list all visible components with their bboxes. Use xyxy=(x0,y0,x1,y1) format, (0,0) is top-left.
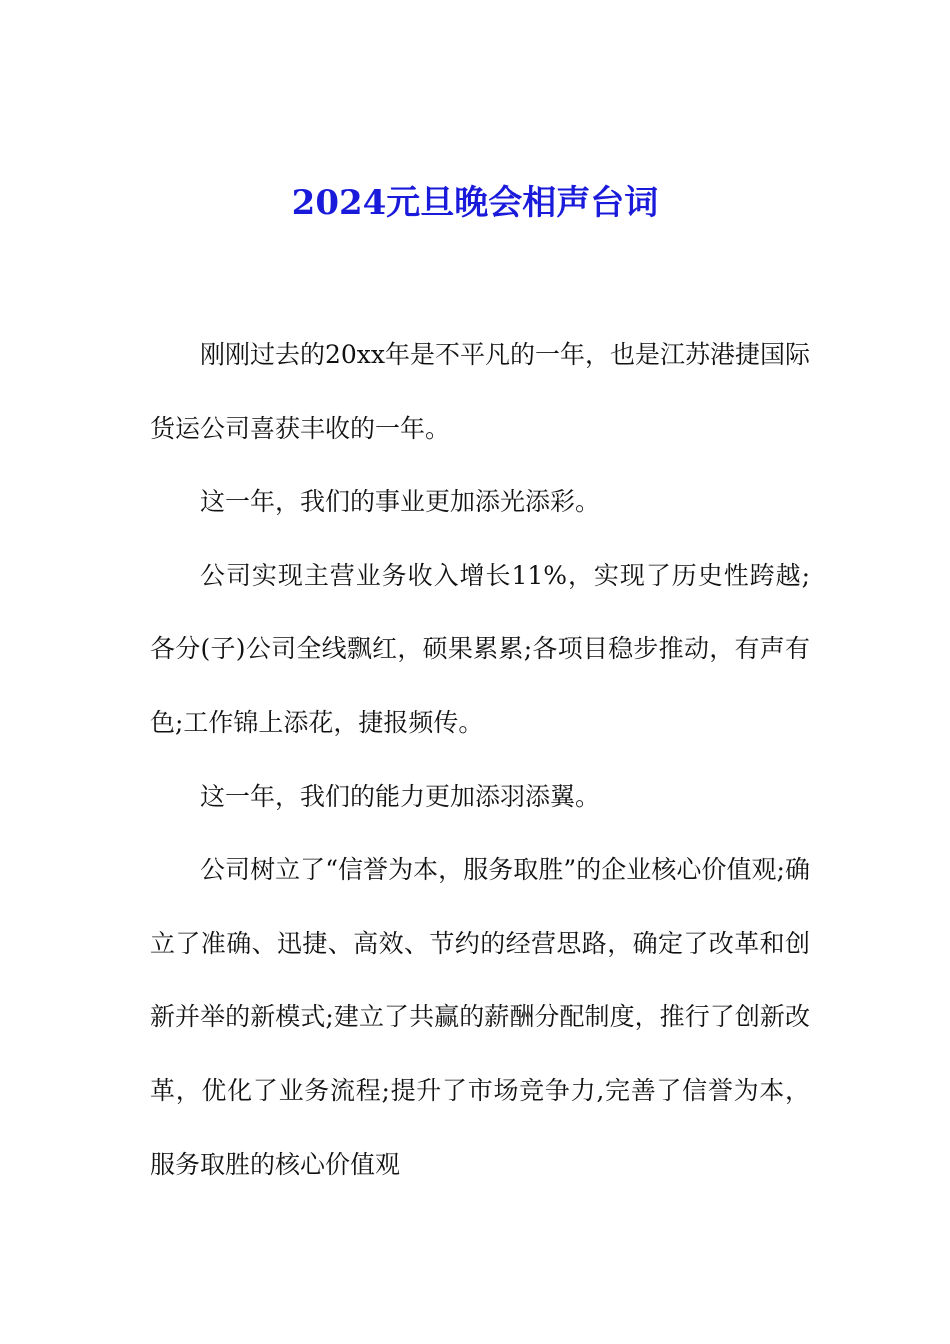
document-body xyxy=(150,318,810,1201)
paragraph-2: 这一年，我们的事业更加添光添彩。 xyxy=(200,487,601,517)
paragraph-4: 这一年，我们的能力更加添羽添翼。 xyxy=(200,781,601,811)
paragraph-3: 公司实现主营业务收入增长11%，实现了历史性跨越;各分(子)公司全线飘红，硕果累累;各项目稳步推动，有声有色;工作锦上添花，捷报频传。 xyxy=(150,560,810,737)
paragraph-5: 公司树立了“信誉为本，服务取胜”的企业核心价值观;确立了准确、迅捷、高效、节约的经营思路，确定了改革和创新并举的新模式;建立了共赢的薪酬分配制度，推行了创新改革，优化了业务流程;提升了市场竞争力,完善了信誉为本，服务取胜的核心价值观 xyxy=(150,855,810,1179)
document-title: 2024元旦晚会相声台词 xyxy=(291,183,659,223)
paragraph-1: 刚刚过去的20xx年是不平凡的一年，也是江苏港捷国际货运公司喜获丰收的一年。 xyxy=(150,340,811,443)
